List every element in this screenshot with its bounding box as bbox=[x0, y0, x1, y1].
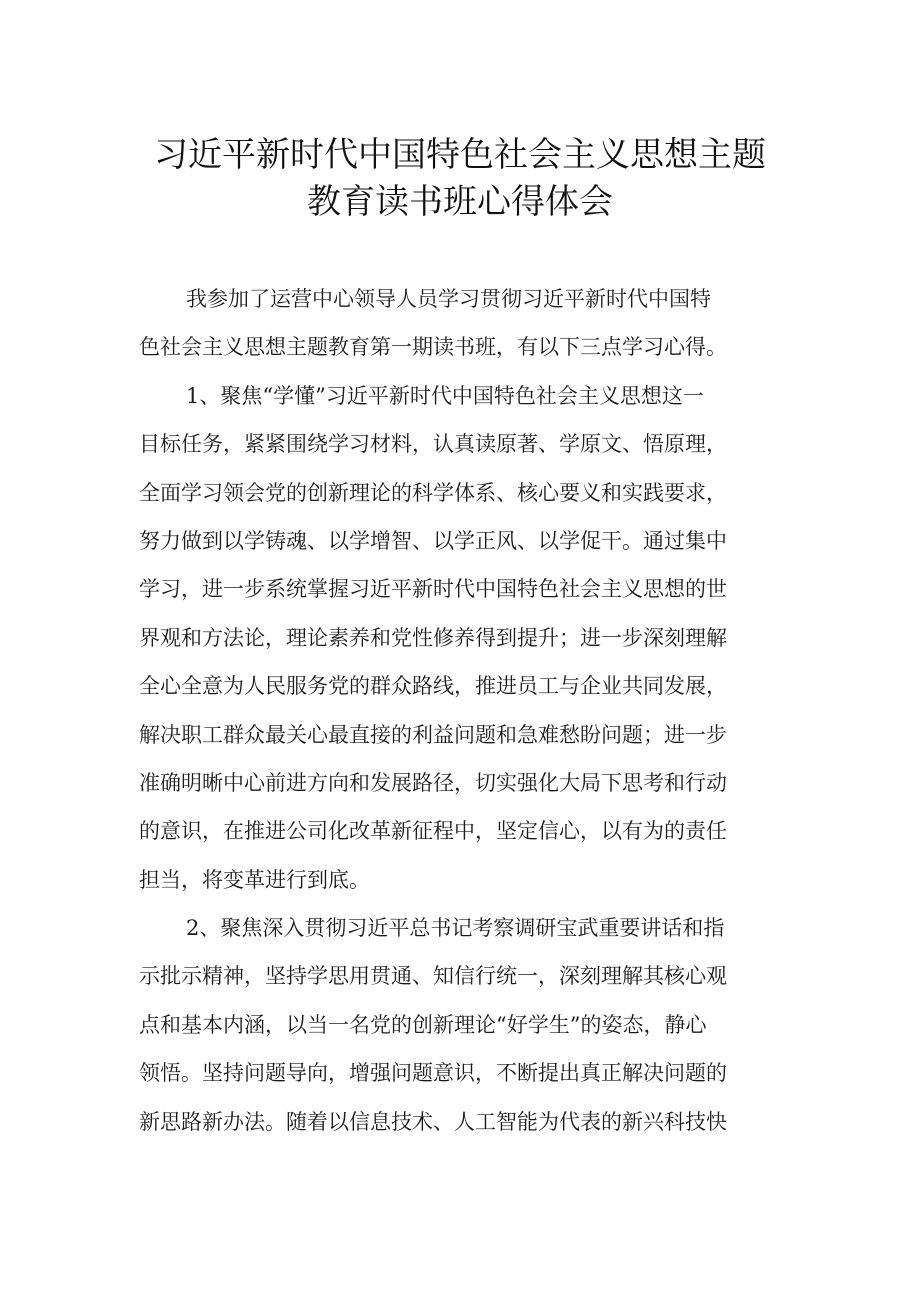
body-line: 准确明晰中心前进方向和发展路径，切实强化大局下思考和行动 bbox=[139, 770, 727, 795]
body-line: 担当，将变革进行到底。 bbox=[139, 867, 370, 892]
body-line: 全面学习领会党的创新理论的科学体系、核心要义和实践要求， bbox=[139, 480, 727, 505]
body-line: 点和基本内涵，以当一名党的创新理论“好学生”的姿态，静心 bbox=[139, 1012, 707, 1037]
body-line: 全心全意为人民服务党的群众路线，推进员工与企业共同发展， bbox=[139, 674, 727, 699]
document-body bbox=[139, 282, 789, 1153]
body-line: 2、聚焦深入贯彻习近平总书记考察调研宝武重要讲话和指 bbox=[186, 916, 725, 941]
body-line: 学习，进一步系统掌握习近平新时代中国特色社会主义思想的世 bbox=[139, 577, 727, 602]
document-title-line-1: 习近平新时代中国特色社会主义思想主题 bbox=[154, 135, 766, 175]
body-line: 我参加了运营中心领导人员学习贯彻习近平新时代中国特 bbox=[186, 287, 711, 311]
body-line: 新思路新办法。随着以信息技术、人工智能为代表的新兴科技快 bbox=[139, 1109, 727, 1134]
body-line: 领悟。坚持问题导向，增强问题意识，不断提出真正解决问题的 bbox=[139, 1061, 727, 1086]
body-line: 色社会主义思想主题教育第一期读书班，有以下三点学习心得。 bbox=[139, 335, 727, 360]
body-line: 目标任务，紧紧围绕学习材料，认真读原著、学原文、悟原理， bbox=[139, 432, 727, 457]
document-title-line-2: 教育读书班心得体会 bbox=[307, 182, 613, 222]
body-line: 1、聚焦“学懂”习近平新时代中国特色社会主义思想这一 bbox=[186, 383, 704, 408]
body-line: 的意识，在推进公司化改革新征程中，坚定信心，以有为的责任 bbox=[139, 819, 727, 844]
body-line: 示批示精神，坚持学思用贯通、知信行统一，深刻理解其核心观 bbox=[139, 964, 727, 989]
body-line: 解决职工群众最关心最直接的利益问题和急难愁盼问题；进一步 bbox=[139, 722, 727, 747]
body-line: 界观和方法论，理论素养和党性修养得到提升；进一步深刻理解 bbox=[139, 625, 727, 650]
body-line: 努力做到以学铸魂、以学增智、以学正风、以学促干。通过集中 bbox=[139, 528, 727, 553]
